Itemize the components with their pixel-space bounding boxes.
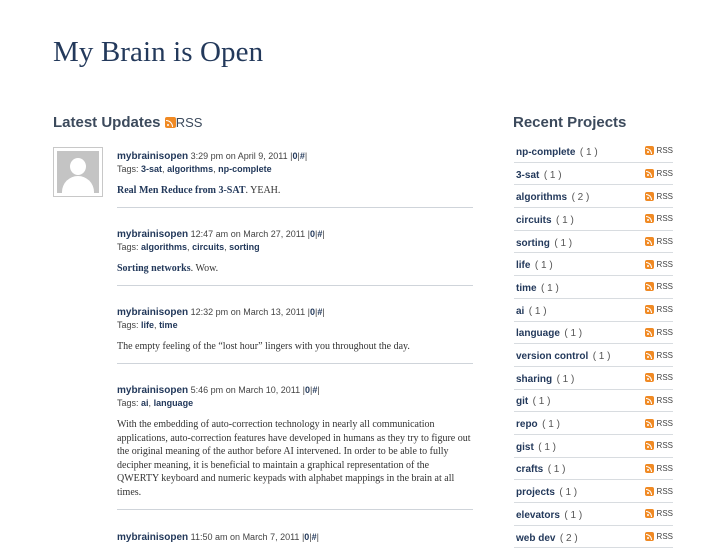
project-rss-link[interactable]	[645, 305, 673, 314]
post-author[interactable]: mybrainisopen	[117, 307, 189, 318]
post-lead-link[interactable]: Real Men Reduce from 3-SAT	[117, 185, 246, 196]
post-date: March 10, 2011	[238, 385, 301, 395]
project-link[interactable]	[516, 187, 589, 205]
project-rss-link[interactable]	[645, 464, 673, 473]
post-time: 12:32 pm	[190, 307, 229, 317]
project-rss-link[interactable]	[645, 396, 673, 405]
post-comments-link[interactable]: 0	[309, 229, 315, 239]
project-rss-link[interactable]	[645, 214, 673, 223]
project-link[interactable]	[516, 482, 577, 500]
post-on: on	[225, 385, 236, 395]
project-row	[514, 412, 673, 435]
project-link[interactable]	[516, 437, 556, 455]
project-rss-link[interactable]	[645, 373, 673, 382]
rss-icon	[645, 373, 654, 382]
tag-link[interactable]: life	[141, 320, 155, 330]
post-lead-link[interactable]: Sorting networks	[117, 263, 191, 274]
post-tags: Tags: 3-sat, algorithms, np-complete	[117, 164, 272, 174]
post-meta: mybrainisopen 5:46 pm on March 10, 2011 |0|#|	[117, 385, 320, 396]
post-tags: Tags: ai, language	[117, 398, 194, 408]
rss-icon	[645, 260, 654, 269]
tag-link[interactable]: ai	[141, 398, 149, 408]
project-rss-label: RSS	[656, 305, 673, 315]
post-time: 5:46 pm	[190, 385, 224, 395]
project-rss-link[interactable]	[645, 237, 673, 246]
project-rss-label: RSS	[656, 327, 673, 337]
post-date: March 27, 2011	[243, 229, 306, 239]
post-permalink[interactable]: #	[312, 385, 318, 395]
project-name[interactable]: repo	[516, 419, 538, 431]
project-row	[514, 140, 673, 163]
project-link[interactable]	[516, 414, 560, 432]
post-entry	[117, 228, 473, 286]
project-row	[514, 231, 673, 254]
project-row	[514, 208, 673, 231]
project-rss-link[interactable]	[645, 419, 673, 428]
post-comments-link[interactable]: 0	[304, 385, 310, 395]
project-count: ( 1 )	[556, 214, 574, 226]
project-rss-label: RSS	[656, 486, 673, 496]
project-row	[514, 276, 673, 299]
project-row	[514, 253, 673, 276]
project-row	[514, 185, 673, 208]
project-count: ( 1 )	[528, 305, 547, 317]
project-rss-link[interactable]	[645, 487, 673, 496]
project-count: ( 1 )	[542, 419, 560, 431]
post-on: on	[225, 151, 236, 161]
rss-icon[interactable]	[165, 117, 176, 128]
project-rss-label: RSS	[656, 463, 673, 473]
post-tags: Tags: algorithms, circuits, sorting	[117, 242, 260, 252]
project-rss-link[interactable]	[645, 146, 673, 155]
post-body	[117, 184, 473, 207]
recent-projects-list	[514, 140, 673, 548]
post-entry	[117, 531, 473, 544]
project-count: ( 1 )	[564, 328, 583, 340]
post-body	[117, 340, 473, 363]
project-row	[514, 503, 673, 526]
tag-link[interactable]: time	[159, 320, 178, 330]
project-row	[514, 163, 673, 186]
post-tags: Tags: life, time	[117, 320, 178, 330]
tag-link[interactable]: algorithms	[141, 242, 188, 252]
project-rss-link[interactable]	[645, 351, 673, 360]
project-link[interactable]	[516, 459, 565, 477]
project-rss-link[interactable]	[645, 192, 673, 201]
post-text: With the embedding of auto-correction technology in nearly all communication applications, auto-correction features have developed in humans as they try to figure out the original meaning of the author before AI intervened. In order to be able to fully decipher meaning, it is beneficial to maintain a graphical representation of the QWERTY keyboard and numeric keypads with alphabet mappings in the brain at all times.	[117, 419, 471, 498]
project-link[interactable]	[516, 505, 582, 523]
project-count: ( 1 )	[579, 146, 598, 158]
project-count: ( 1 )	[564, 509, 583, 521]
post-entry	[117, 150, 473, 208]
tags-label: Tags:	[117, 164, 139, 174]
rss-icon	[645, 305, 654, 314]
tags-label: Tags:	[117, 242, 139, 252]
post-body	[117, 262, 473, 285]
rss-icon	[645, 464, 654, 473]
tags-label: Tags:	[117, 320, 139, 330]
project-count: ( 1 )	[592, 351, 611, 363]
post-author[interactable]: mybrainisopen	[117, 385, 189, 396]
post-on: on	[230, 307, 241, 317]
project-rss-link[interactable]	[645, 260, 673, 269]
project-row	[514, 299, 673, 322]
project-rss-link[interactable]	[645, 441, 673, 450]
rss-icon	[645, 192, 654, 201]
post-permalink[interactable]: #	[311, 532, 317, 542]
post-permalink[interactable]: #	[317, 307, 323, 317]
project-name[interactable]: projects	[516, 487, 555, 499]
project-row	[514, 390, 673, 413]
project-count: ( 1 )	[532, 396, 551, 408]
recent-projects-heading: Recent Projects	[513, 114, 627, 131]
project-link[interactable]	[516, 391, 550, 409]
project-link[interactable]	[516, 346, 610, 364]
project-rss-link[interactable]	[645, 328, 673, 337]
project-row	[514, 480, 673, 503]
post-time: 3:29 pm	[190, 151, 224, 161]
post-comments-link[interactable]: 0	[309, 307, 315, 317]
post-on: on	[230, 532, 241, 542]
project-count: ( 1 )	[543, 169, 562, 181]
project-rss-link[interactable]	[645, 532, 673, 541]
tag-link[interactable]: np-complete	[218, 164, 272, 174]
rss-icon	[645, 509, 654, 518]
post-author[interactable]: mybrainisopen	[117, 151, 189, 162]
project-link[interactable]	[516, 301, 547, 319]
tag-link[interactable]: 3-sat	[141, 164, 163, 174]
post-entry	[117, 384, 473, 510]
project-row	[514, 344, 673, 367]
project-name[interactable]: sharing	[516, 373, 553, 385]
tag-link[interactable]: sorting	[229, 242, 260, 252]
rss-icon	[645, 169, 654, 178]
post-permalink[interactable]: #	[317, 229, 323, 239]
project-count: ( 1 )	[556, 373, 575, 385]
site-title[interactable]: My Brain is Open	[53, 36, 264, 68]
rss-icon	[645, 282, 654, 291]
project-rss-label: RSS	[656, 237, 673, 247]
project-rss-label: RSS	[656, 418, 673, 428]
project-name[interactable]: np-complete	[516, 146, 576, 158]
project-rss-label: RSS	[656, 373, 673, 383]
project-row	[514, 458, 673, 481]
project-count: ( 1 )	[554, 237, 573, 249]
project-count: ( 1 )	[534, 260, 553, 272]
rss-icon	[645, 146, 654, 155]
project-name[interactable]: 3-sat	[516, 169, 540, 181]
project-count: ( 1 )	[541, 282, 559, 294]
project-rss-label: RSS	[656, 282, 673, 292]
post-entry	[117, 306, 473, 364]
post-text: The empty feeling of the “lost hour” lingers with you throughout the day.	[117, 341, 410, 352]
project-link[interactable]	[516, 210, 574, 228]
project-name[interactable]: time	[516, 282, 537, 294]
rss-icon	[645, 396, 654, 405]
project-rss-label: RSS	[656, 169, 673, 179]
post-permalink[interactable]: #	[299, 151, 305, 161]
project-row	[514, 435, 673, 458]
project-name[interactable]: git	[516, 396, 529, 408]
project-rss-label: RSS	[656, 214, 673, 224]
post-comments-link[interactable]: 0	[292, 151, 298, 161]
project-name[interactable]: life	[516, 260, 531, 272]
tag-link[interactable]: circuits	[192, 242, 225, 252]
project-rss-link[interactable]	[645, 282, 673, 291]
project-name[interactable]: gist	[516, 441, 534, 453]
rss-icon	[645, 487, 654, 496]
tag-link[interactable]: language	[153, 398, 194, 408]
post-body	[117, 418, 473, 509]
latest-updates-title: Latest Updates	[53, 114, 161, 131]
post-text: . Wow.	[190, 263, 219, 274]
default-avatar-icon	[57, 151, 99, 193]
project-rss-label: RSS	[656, 532, 673, 542]
project-link[interactable]	[516, 528, 578, 546]
project-rss-label: RSS	[656, 191, 673, 201]
post-author[interactable]: mybrainisopen	[117, 229, 189, 240]
project-name[interactable]: crafts	[516, 464, 544, 476]
project-link[interactable]	[516, 255, 553, 273]
project-count: ( 2 )	[571, 192, 590, 204]
project-rss-label: RSS	[656, 350, 673, 360]
post-time: 11:50 am	[190, 532, 228, 542]
project-rss-label: RSS	[656, 259, 673, 269]
latest-rss-link[interactable]: RSS	[175, 115, 203, 130]
project-link[interactable]	[516, 323, 582, 341]
project-rss-label: RSS	[656, 146, 673, 156]
project-name[interactable]: elevators	[516, 509, 560, 521]
project-rss-label: RSS	[656, 441, 673, 451]
project-name[interactable]: version control	[516, 351, 589, 363]
project-rss-link[interactable]	[645, 169, 673, 178]
post-text: . YEAH.	[245, 185, 281, 196]
post-date: March 13, 2011	[243, 307, 306, 317]
project-link[interactable]	[516, 369, 574, 387]
rss-icon	[645, 214, 654, 223]
project-name[interactable]: circuits	[516, 214, 552, 226]
post-on: on	[230, 229, 241, 239]
post-meta: mybrainisopen 12:47 am on March 27, 2011 |0|#|	[117, 229, 325, 240]
latest-updates-heading	[53, 114, 202, 131]
rss-icon	[645, 237, 654, 246]
post-date: April 9, 2011	[237, 151, 288, 161]
post-meta: mybrainisopen 11:50 am on March 7, 2011 |0|#|	[117, 532, 319, 543]
project-link[interactable]	[516, 233, 572, 251]
project-count: ( 2 )	[559, 532, 578, 544]
project-link[interactable]	[516, 278, 559, 296]
project-rss-label: RSS	[656, 395, 673, 405]
tag-link[interactable]: algorithms	[167, 164, 214, 174]
rss-icon	[645, 351, 654, 360]
project-link[interactable]	[516, 165, 562, 183]
rss-icon	[645, 532, 654, 541]
project-rss-label: RSS	[656, 509, 673, 519]
tags-label: Tags:	[117, 398, 139, 408]
project-name[interactable]: ai	[516, 305, 525, 317]
rss-icon	[645, 441, 654, 450]
project-row	[514, 322, 673, 345]
post-author[interactable]: mybrainisopen	[117, 532, 189, 543]
author-avatar[interactable]	[53, 147, 103, 197]
project-row	[514, 367, 673, 390]
post-meta: mybrainisopen 12:32 pm on March 13, 2011 |0|#|	[117, 307, 325, 318]
project-name[interactable]: web dev	[516, 532, 556, 544]
project-name[interactable]: language	[516, 328, 560, 340]
project-count: ( 1 )	[538, 441, 557, 453]
project-link[interactable]	[516, 142, 598, 160]
post-comments-link[interactable]: 0	[304, 532, 310, 542]
project-count: ( 1 )	[559, 487, 578, 499]
project-name[interactable]: sorting	[516, 237, 550, 249]
post-date: March 7, 2011	[242, 532, 300, 542]
project-name[interactable]: algorithms	[516, 192, 568, 204]
rss-icon	[645, 419, 654, 428]
post-time: 12:47 am	[190, 229, 229, 239]
project-rss-link[interactable]	[645, 509, 673, 518]
post-meta: mybrainisopen 3:29 pm on April 9, 2011 |0|#|	[117, 151, 308, 162]
project-count: ( 1 )	[547, 464, 566, 476]
rss-icon	[645, 328, 654, 337]
